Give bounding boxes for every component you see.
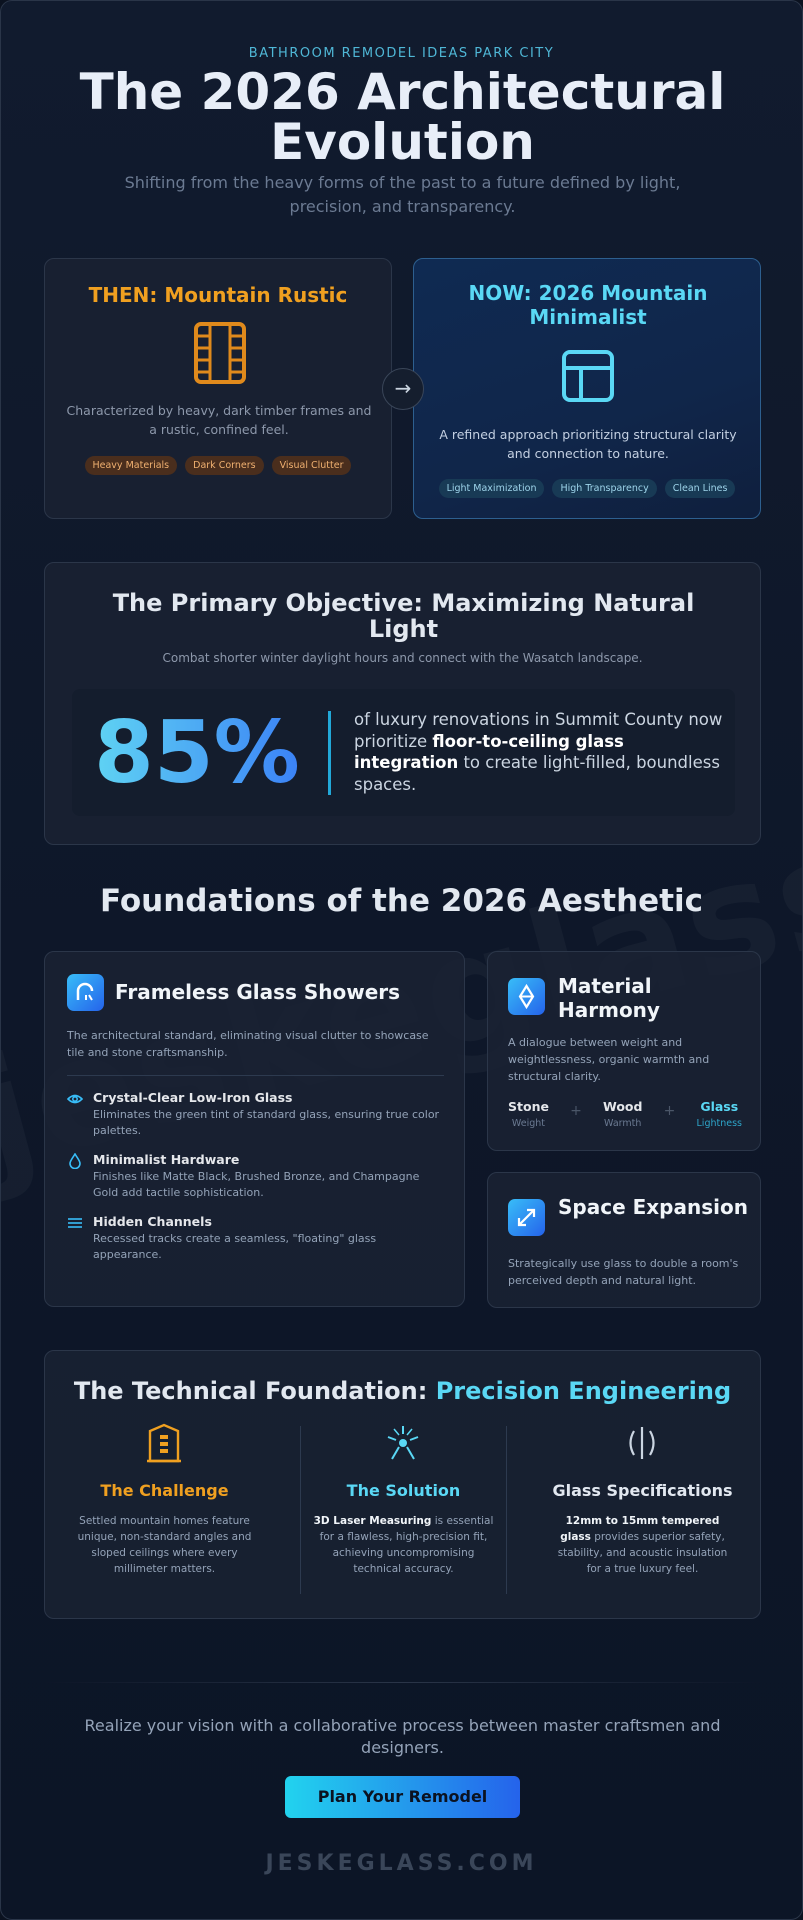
then-tags — [45, 456, 391, 475]
now-card — [413, 258, 761, 519]
then-card — [44, 258, 392, 519]
plan-remodel-button[interactable]: Plan Your Remodel — [285, 1776, 520, 1818]
eyebrow: BATHROOM REMODEL IDEAS PARK CITY — [248, 46, 555, 61]
feature-item-title: Hidden Channels — [93, 1214, 212, 1229]
tag: Clean Lines — [665, 479, 736, 498]
material-triad — [508, 1099, 742, 1129]
feature-item-title: Crystal-Clear Low-Iron Glass — [93, 1090, 293, 1105]
brand-footer: JESKEGLASS.COM — [265, 1851, 538, 1876]
space-title: Space Expansion — [558, 1195, 748, 1219]
glass-pane-icon — [623, 1423, 661, 1463]
stat-box — [72, 689, 735, 816]
tag: High Transparency — [552, 479, 656, 498]
then-desc: Characterized by heavy, dark timber frames and a rustic, confined feel. — [66, 403, 372, 437]
triad-glass: Glass Lightness — [696, 1099, 742, 1129]
triad-stone: Stone Weight — [508, 1099, 549, 1129]
tech-column-desc: Settled mountain homes feature unique, non-standard angles and sloped ceilings where every millimeter matters. — [77, 1515, 252, 1575]
space-desc: Strategically use glass to double a room's perceived depth and natural light. — [508, 1257, 739, 1287]
stat-text: of luxury renovations in Summit County now prioritize floor-to-ceiling glass integration to create light-filled, boundless spaces. — [354, 710, 723, 794]
plus-icon: + — [570, 1103, 582, 1119]
now-title: NOW: 2026 Mountain Minimalist — [468, 281, 708, 329]
tech-column-desc: 3D Laser Measuring is essential for a flawless, high-precision fit, achieving uncompromising technical accuracy. — [313, 1515, 494, 1575]
material-title: Material Harmony — [558, 974, 660, 1022]
tech-column-challenge — [45, 1423, 284, 1593]
tech-column-solution — [284, 1423, 523, 1593]
technical-card — [44, 1350, 761, 1619]
foundations-title: Foundations of the 2026 Aesthetic — [99, 883, 704, 919]
frameless-card — [44, 951, 465, 1307]
lines-icon — [67, 1215, 83, 1231]
cta-text: Realize your vision with a collaborative process between master craftsmen and designers. — [84, 1716, 721, 1757]
feature-item-desc: Recessed tracks create a seamless, "floating" glass appearance. — [93, 1232, 377, 1261]
material-card — [487, 951, 761, 1151]
tech-column-desc: 12mm to 15mm tempered glass provides superior safety, stability, and acoustic insulation for a true luxury feel. — [557, 1515, 728, 1575]
frameless-desc: The architectural standard, eliminating visual clutter to showcase tile and stone craftsmanship. — [67, 1029, 429, 1059]
feature-item-desc: Eliminates the green tint of standard glass, ensuring true color palettes. — [93, 1108, 440, 1137]
objective-subtitle: Combat shorter winter daylight hours and connect with the Wasatch landscape. — [162, 651, 643, 665]
droplet-icon — [67, 1153, 83, 1169]
triad-wood: Wood Warmth — [603, 1099, 643, 1129]
balance-icon — [508, 978, 545, 1015]
material-desc: A dialogue between weight and weightlessness, organic warmth and structural clarity. — [508, 1036, 710, 1083]
expand-icon — [508, 1199, 545, 1236]
feature-item-title: Minimalist Hardware — [93, 1152, 240, 1167]
then-title: THEN: Mountain Rustic — [88, 283, 348, 307]
tech-column-title: The Challenge — [100, 1481, 229, 1500]
tag: Dark Corners — [185, 456, 263, 475]
tech-column-title: The Solution — [346, 1481, 461, 1500]
tech-column-title: Glass Specifications — [552, 1481, 733, 1500]
objective-title: The Primary Objective: Maximizing Natural Light — [112, 589, 695, 643]
page-subtitle: Shifting from the heavy forms of the past to a future defined by light, precision, and transparency. — [124, 173, 681, 216]
now-desc: A refined approach prioritizing structural clarity and connection to nature. — [439, 427, 737, 461]
laser-icon — [384, 1423, 422, 1463]
stat-divider — [328, 711, 331, 795]
now-tags — [414, 479, 760, 498]
objective-card — [44, 562, 761, 845]
tech-column-specs — [523, 1423, 762, 1593]
tag: Visual Clutter — [272, 456, 352, 475]
plus-icon: + — [663, 1103, 676, 1119]
divider — [67, 1075, 444, 1076]
technical-title: The Technical Foundation: Precision Engineering — [73, 1377, 732, 1405]
eye-icon — [67, 1091, 83, 1107]
column-divider — [506, 1426, 507, 1594]
frameless-title: Frameless Glass Showers — [115, 980, 401, 1004]
shower-icon — [67, 974, 104, 1011]
footer-divider — [44, 1682, 761, 1683]
arrow-right-icon: → — [382, 368, 424, 410]
tag: Light Maximization — [439, 479, 545, 498]
layout-panel-icon — [561, 349, 615, 403]
page-title: The 2026 Architectural Evolution — [79, 63, 726, 171]
tag: Heavy Materials — [85, 456, 178, 475]
stat-value: 85% — [94, 703, 300, 803]
film-frame-icon — [193, 321, 247, 385]
building-icon — [145, 1423, 183, 1463]
space-card — [487, 1172, 761, 1308]
feature-item-desc: Finishes like Matte Black, Brushed Bronze, and Champagne Gold add tactile sophistication. — [93, 1170, 420, 1199]
